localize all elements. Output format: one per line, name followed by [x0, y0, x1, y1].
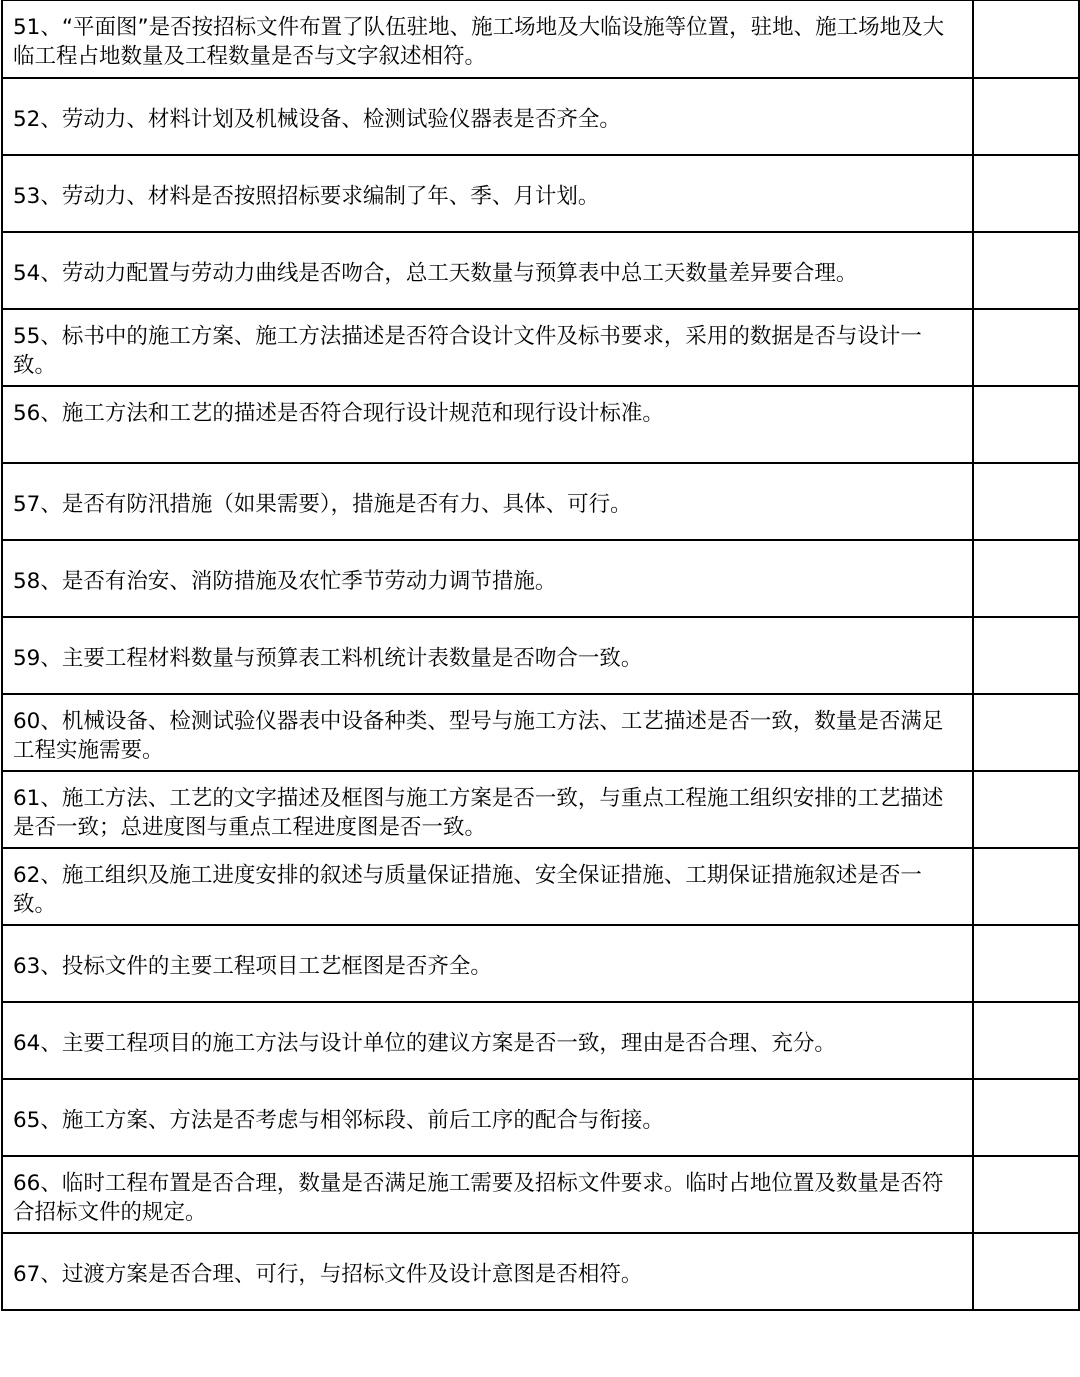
item-text: 65、施工方案、方法是否考虑与相邻标段、前后工序的配合与衔接。 — [13, 1107, 664, 1133]
item-text: 59、主要工程材料数量与预算表工料机统计表数量是否吻合一致。 — [13, 645, 643, 671]
item-text-cell — [2, 1233, 973, 1310]
check-cell[interactable] — [973, 386, 1079, 463]
item-text-cell — [2, 1, 973, 78]
item-text: 51、“平面图”是否按招标文件布置了队伍驻地、施工场地及大临设施等位置，驻地、施工场地及大临工程占地数量及工程数量是否与文字叙述相符。 — [13, 15, 945, 69]
table-row — [2, 1, 1079, 78]
item-text: 57、是否有防汛措施（如果需要），措施是否有力、具体、可行。 — [13, 491, 632, 517]
check-cell[interactable] — [973, 1, 1079, 78]
item-text-cell — [2, 155, 973, 232]
item-text-cell — [2, 1079, 973, 1156]
table-row — [2, 78, 1079, 155]
table-row — [2, 309, 1079, 386]
item-text: 63、投标文件的主要工程项目工艺框图是否齐全。 — [13, 953, 492, 979]
item-text-cell — [2, 848, 973, 925]
check-cell[interactable] — [973, 694, 1079, 771]
item-text: 64、主要工程项目的施工方法与设计单位的建议方案是否一致，理由是否合理、充分。 — [13, 1030, 836, 1056]
table-row — [2, 617, 1079, 694]
table-row — [2, 1079, 1079, 1156]
table-row — [2, 540, 1079, 617]
check-cell[interactable] — [973, 771, 1079, 848]
table-row — [2, 1233, 1079, 1310]
check-cell[interactable] — [973, 309, 1079, 386]
table-row — [2, 848, 1079, 925]
item-text-cell — [2, 617, 973, 694]
item-text-cell — [2, 1156, 973, 1233]
table-row — [2, 771, 1079, 848]
check-cell[interactable] — [973, 1002, 1079, 1079]
item-text-cell — [2, 771, 973, 848]
check-cell[interactable] — [973, 848, 1079, 925]
item-text: 55、标书中的施工方案、施工方法描述是否符合设计文件及标书要求，采用的数据是否与设计一致。 — [13, 323, 922, 378]
table-row — [2, 232, 1079, 309]
item-text: 58、是否有治安、消防措施及农忙季节劳动力调节措施。 — [13, 568, 557, 594]
item-text-cell — [2, 1002, 973, 1079]
check-cell[interactable] — [973, 1079, 1079, 1156]
check-cell[interactable] — [973, 1156, 1079, 1233]
item-text-cell — [2, 386, 973, 463]
table-row — [2, 463, 1079, 540]
check-cell[interactable] — [973, 1233, 1079, 1310]
check-cell[interactable] — [973, 78, 1079, 155]
item-text: 61、施工方法、工艺的文字描述及框图与施工方案是否一致，与重点工程施工组织安排的工艺描述是否一致；总进度图与重点工程进度图是否一致。 — [13, 785, 944, 840]
table-row — [2, 386, 1079, 463]
check-cell[interactable] — [973, 617, 1079, 694]
item-text: 56、施工方法和工艺的描述是否符合现行设计规范和现行设计标准。 — [13, 400, 664, 426]
item-text: 54、劳动力配置与劳动力曲线是否吻合，总工天数量与预算表中总工天数量差异要合理。 — [13, 260, 858, 286]
item-text: 53、劳动力、材料是否按照招标要求编制了年、季、月计划。 — [13, 183, 600, 209]
item-text-cell — [2, 232, 973, 309]
item-text: 67、过渡方案是否合理、可行，与招标文件及设计意图是否相符。 — [13, 1261, 643, 1287]
item-text-cell — [2, 463, 973, 540]
check-cell[interactable] — [973, 232, 1079, 309]
table-row — [2, 155, 1079, 232]
check-cell[interactable] — [973, 540, 1079, 617]
item-text-cell — [2, 694, 973, 771]
item-text: 52、劳动力、材料计划及机械设备、检测试验仪器表是否齐全。 — [13, 106, 621, 132]
item-text-cell — [2, 78, 973, 155]
item-text: 60、机械设备、检测试验仪器表中设备种类、型号与施工方法、工艺描述是否一致，数量是否满足工程实施需要。 — [13, 708, 944, 763]
item-text-cell — [2, 309, 973, 386]
item-text: 66、临时工程布置是否合理，数量是否满足施工需要及招标文件要求。临时占地位置及数量是否符合招标文件的规定。 — [13, 1170, 944, 1225]
check-cell[interactable] — [973, 155, 1079, 232]
checklist-table — [1, 0, 1080, 1311]
table-row — [2, 694, 1079, 771]
item-text-cell — [2, 925, 973, 1002]
item-text: 62、施工组织及施工进度安排的叙述与质量保证措施、安全保证措施、工期保证措施叙述是否一致。 — [13, 862, 922, 917]
table-row — [2, 1156, 1079, 1233]
check-cell[interactable] — [973, 463, 1079, 540]
check-cell[interactable] — [973, 925, 1079, 1002]
item-text-cell — [2, 540, 973, 617]
table-row — [2, 1002, 1079, 1079]
table-row — [2, 925, 1079, 1002]
